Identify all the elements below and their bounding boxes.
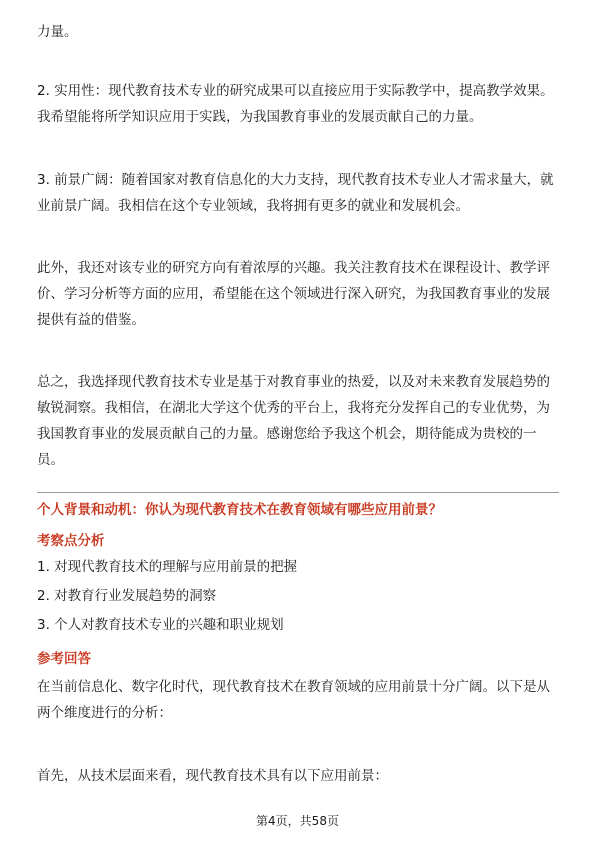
section-divider [37,492,559,493]
point-prospects: 3. 前景广阔：随着国家对教育信息化的大力支持，现代教育技术专业人才需求量大，就业前景广阔。我相信在这个专业领域，我将拥有更多的就业和发展机会。 [37,172,554,214]
analysis-point: 2. 对教育行业发展趋势的洞察 [37,588,217,604]
paragraph-conclusion: 总之，我选择现代教育技术专业是基于对教育事业的热爱，以及对未来教育发展趋势的敏锐洞察。我相信，在湖北大学这个优秀的平台上，我将充分发挥自己的专业优势，为我国教育事业的发展贡献自己的力量。感谢您给予我这个机会，期待能成为贵校的一员。 [37,374,550,468]
page-number: 第4页，共58页 [256,814,339,828]
analysis-heading: 考察点分析 [37,533,105,549]
analysis-point: 3. 个人对教育技术专业的兴趣和职业规划 [37,617,284,633]
answer-intro: 在当前信息化、数字化时代，现代教育技术在教育领域的应用前景十分广阔。以下是从两个维度进行的分析： [37,679,550,721]
analysis-point: 1. 对现代教育技术的理解与应用前景的把握 [37,559,298,575]
point-practicality: 2. 实用性：现代教育技术专业的研究成果可以直接应用于实际教学中，提高教学效果。我希望能将所学知识应用于实践，为我国教育事业的发展贡献自己的力量。 [37,83,554,125]
answer-first-point: 首先，从技术层面来看，现代教育技术具有以下应用前景： [37,768,388,784]
continuation-text: 力量。 [37,24,78,40]
answer-heading: 参考回答 [37,651,91,667]
question-title: 个人背景和动机：你认为现代教育技术在教育领域有哪些应用前景？ [37,502,442,518]
paragraph-research-interest: 此外，我还对该专业的研究方向有着浓厚的兴趣。我关注教育技术在课程设计、教学评价、学习分析等方面的应用，希望能在这个领域进行深入研究，为我国教育事业的发展提供有益的借鉴。 [37,260,550,328]
